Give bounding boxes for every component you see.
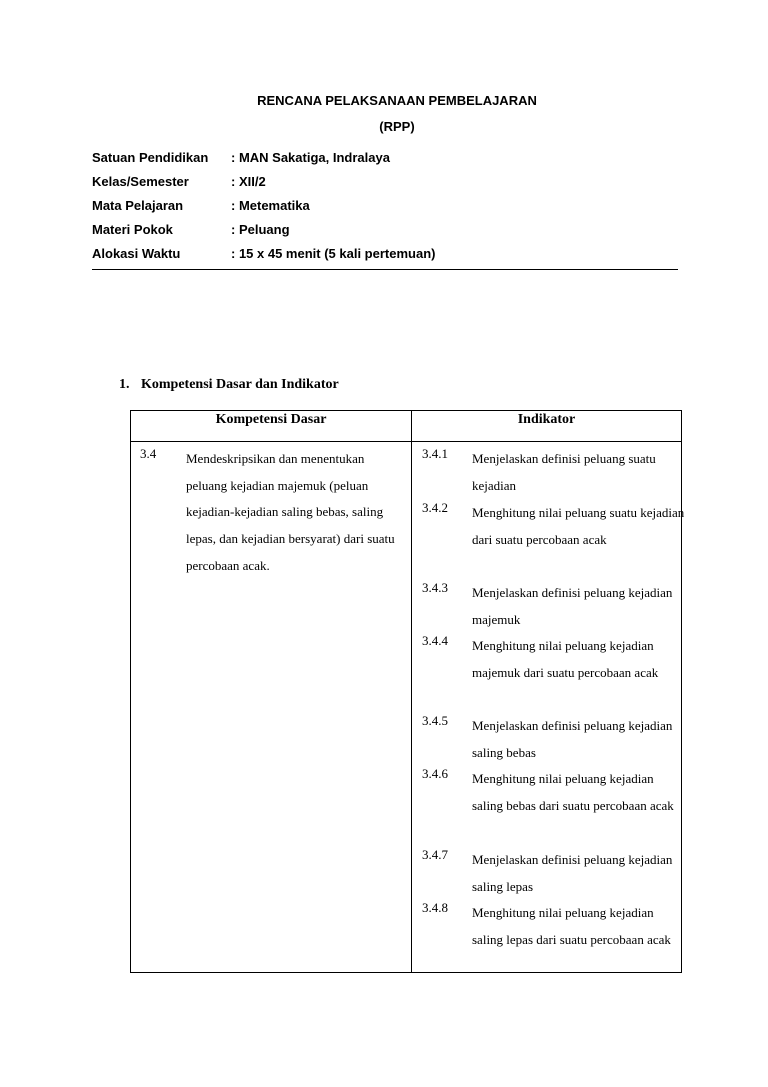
kd-cell [131, 442, 412, 973]
kd-indikator-table [130, 410, 685, 973]
indikator-cell [412, 442, 685, 973]
info-label: Materi Pokok [92, 222, 173, 237]
section-number: 1. [119, 377, 130, 392]
indicator-text: Menjelaskan definisi peluang suatu kejadian [472, 451, 656, 493]
indicator-number: 3.4.7 [422, 847, 448, 862]
indicator-text: Menghitung nilai peluang kejadian saling bebas dari suatu percobaan acak [472, 771, 674, 813]
info-label: Mata Pelajaran [92, 198, 184, 213]
indicator-text: Menghitung nilai peluang kejadian saling lepas dari suatu percobaan acak [472, 905, 671, 947]
indicator-number: 3.4.2 [422, 500, 448, 515]
indicator-text: Menghitung nilai peluang suatu kejadian dari suatu percobaan acak [472, 505, 685, 547]
indicator-text: Menjelaskan definisi peluang kejadian majemuk [472, 585, 673, 627]
kd-number: 3.4 [140, 446, 157, 461]
indicator-number: 3.4.6 [422, 766, 448, 781]
indicator-text: Menjelaskan definisi peluang kejadian saling bebas [472, 718, 673, 760]
table-header-row [131, 411, 682, 442]
info-label: Kelas/Semester [92, 174, 189, 189]
header-indikator: Indikator [412, 411, 682, 442]
info-value: : MAN Sakatiga, Indralaya [231, 150, 390, 165]
info-value: : 15 x 45 menit (5 kali pertemuan) [231, 246, 436, 261]
indicator-number: 3.4.3 [422, 580, 448, 595]
table-row [131, 442, 682, 973]
info-label: Satuan Pendidikan [92, 150, 209, 165]
header-divider [92, 269, 678, 270]
info-label: Alokasi Waktu [92, 246, 181, 261]
section-heading [119, 377, 339, 393]
info-value: : Metematika [231, 198, 310, 213]
info-value: : XII/2 [231, 174, 266, 189]
info-value: : Peluang [231, 222, 290, 237]
indicator-text: Menghitung nilai peluang kejadian majemuk dari suatu percobaan acak [472, 638, 659, 680]
kd-text: Mendeskripsikan dan menentukan peluang kejadian majemuk (peluan kejadian-kejadian saling bebas, saling lepas, dan kejadian bersyarat) dari suatu percobaan acak. [186, 451, 395, 573]
indicator-number: 3.4.1 [422, 446, 448, 461]
indicator-text: Menjelaskan definisi peluang kejadian saling lepas [472, 852, 673, 894]
document-title: RENCANA PELAKSANAAN PEMBELAJARAN [257, 93, 537, 108]
indicator-number: 3.4.8 [422, 900, 448, 915]
header-kompetensi-dasar: Kompetensi Dasar [131, 411, 412, 442]
indicator-number: 3.4.5 [422, 713, 448, 728]
section-title: Kompetensi Dasar dan Indikator [141, 377, 339, 392]
document-subtitle: (RPP) [379, 119, 415, 134]
indicator-number: 3.4.4 [422, 633, 448, 648]
